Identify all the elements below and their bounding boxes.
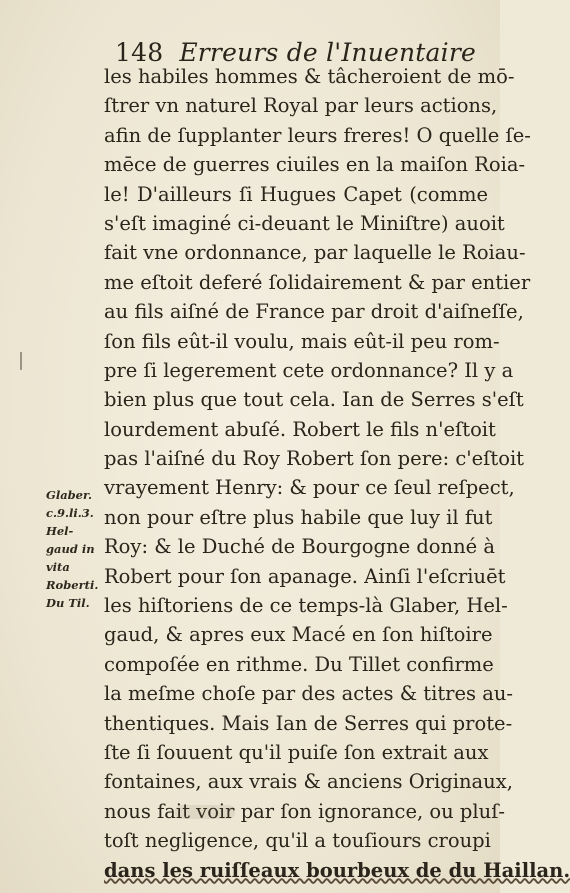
margin-note: Glaber. xyxy=(46,488,93,502)
text-line: afin de ſupplanter leurs freres! O quelle ſe- xyxy=(104,123,531,147)
text-line: nous fait voir par ſon ignorance, ou pluſ- xyxy=(104,799,505,823)
text-line: pas l'aiſné du Roy Robert ſon pere: c'eſtoit xyxy=(104,447,525,471)
text-line: au fils aiſné de France par droit d'aiſneſſe, xyxy=(104,300,524,324)
text-line: toſt negligence, qu'il a touſiours croupi xyxy=(104,829,491,853)
text-line: non pour eſtre plus habile que luy il fut xyxy=(104,505,493,529)
margin-note: Roberti. xyxy=(46,578,99,592)
ink-smudge xyxy=(175,805,235,819)
text-line: pre ſi legerement cete ordonnance? Il y a xyxy=(104,358,514,382)
text-line: compoſée en rithme. Du Tillet confirme xyxy=(104,652,494,676)
margin-note: c.9.li.3. xyxy=(46,506,94,520)
text-line: lourdement abuſé. Robert le fils n'eſtoit xyxy=(104,417,496,441)
text-line: Robert pour ſon apanage. Ainſi l'eſcriuēt xyxy=(104,564,506,588)
page-number: 148 xyxy=(115,38,164,67)
margin-note: vita xyxy=(46,560,70,574)
margin-note: Hel- xyxy=(46,524,74,538)
text-line: le! D'ailleurs ſi Hugues Capet (comme xyxy=(104,182,488,206)
text-line: Roy: & le Duché de Bourgogne donné à xyxy=(104,535,496,559)
margin-note: Du Til. xyxy=(46,596,90,610)
margin-notes xyxy=(46,486,102,612)
text-line: gaud, & apres eux Macé en ſon hiſtoire xyxy=(104,623,493,647)
text-line: ſtrer vn naturel Royal par leurs actions, xyxy=(104,94,498,118)
text-line: me eſtoit deferé ſolidairement & par entier xyxy=(104,270,531,294)
body-text xyxy=(104,62,570,885)
text-line: mēce de guerres ciuiles en la maiſon Roia- xyxy=(104,153,526,177)
text-line: thentiques. Mais Ian de Serres qui prote- xyxy=(104,711,513,735)
text-line: bien plus que tout cela. Ian de Serres s'eſt xyxy=(104,388,524,412)
text-line: fontaines, aux vrais & anciens Originaux, xyxy=(104,770,513,794)
margin-note: gaud in xyxy=(46,542,95,556)
text-line: vrayement Henry: & pour ce ſeul reſpect, xyxy=(104,476,515,500)
running-title: Erreurs de l'Inuentaire xyxy=(179,38,476,67)
margin-ink-mark xyxy=(20,352,22,370)
text-line: ſon fils eût-il voulu, mais eût-il peu rom- xyxy=(104,329,500,353)
text-line: la meſme choſe par des actes & titres au- xyxy=(104,682,514,706)
text-line: dans les ruiſſeaux bourbeux de du Haillan. xyxy=(104,858,570,882)
text-line: ſte ſi ſouuent qu'il puiſe ſon extrait aux xyxy=(104,740,489,764)
text-line: les hiſtoriens de ce temps-là Glaber, Hel- xyxy=(104,594,508,618)
text-line: fait vne ordonnance, par laquelle le Roiau- xyxy=(104,241,526,265)
text-line: les habiles hommes & tâcheroient de mō- xyxy=(104,65,515,88)
text-line: s'eſt imaginé ci-deuant le Miniſtre) auoit xyxy=(104,211,505,235)
